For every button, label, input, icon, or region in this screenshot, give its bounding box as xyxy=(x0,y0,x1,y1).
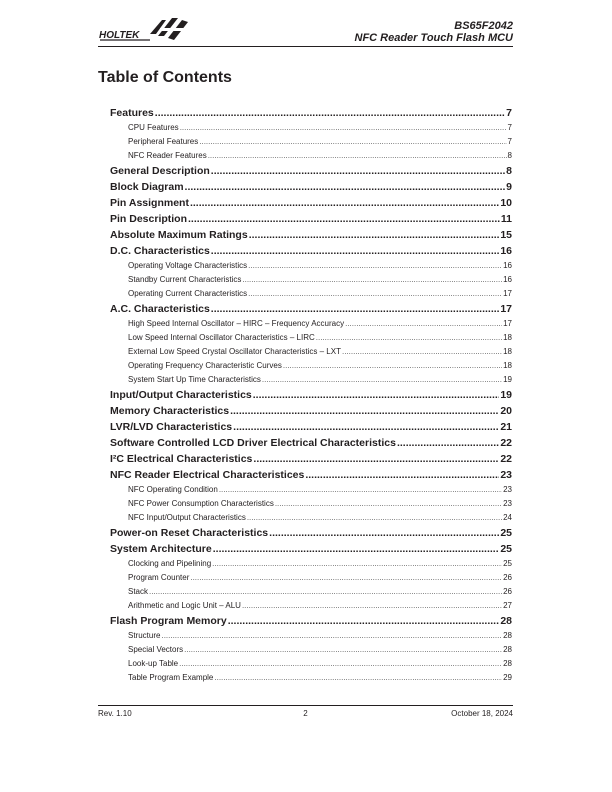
toc-section-entry[interactable] xyxy=(110,435,512,451)
toc-dot-leader xyxy=(155,105,505,121)
toc-entry-page: 22 xyxy=(500,437,512,449)
toc-dot-leader xyxy=(283,359,502,373)
toc-entry-title: Operating Frequency Characteristic Curves xyxy=(128,361,282,370)
toc-entry-title: Absolute Maximum Ratings xyxy=(110,229,248,241)
toc-entry-page: 21 xyxy=(500,421,512,433)
toc-dot-leader xyxy=(184,643,502,657)
toc-entry-page: 28 xyxy=(503,645,512,654)
toc-subsection-entry[interactable] xyxy=(110,483,512,497)
toc-section-entry[interactable] xyxy=(110,179,512,195)
toc-dot-leader xyxy=(249,227,500,243)
toc-section-entry[interactable] xyxy=(110,613,512,629)
toc-entry-title: Pin Assignment xyxy=(110,197,189,209)
toc-section-entry[interactable] xyxy=(110,243,512,259)
toc-dot-leader xyxy=(180,121,507,135)
toc-dot-leader xyxy=(262,373,502,387)
toc-entry-title: A.C. Characteristics xyxy=(110,303,210,315)
table-of-contents xyxy=(110,105,512,685)
toc-entry-title: Program Counter xyxy=(128,573,190,582)
toc-subsection-entry[interactable] xyxy=(110,671,512,685)
toc-entry-page: 28 xyxy=(500,615,512,627)
toc-entry-page: 19 xyxy=(500,389,512,401)
toc-entry-page: 19 xyxy=(503,375,512,384)
toc-entry-page: 28 xyxy=(503,659,512,668)
toc-entry-page: 9 xyxy=(506,181,512,193)
toc-section-entry[interactable] xyxy=(110,541,512,557)
toc-entry-title: Operating Current Characteristics xyxy=(128,289,248,298)
toc-entry-page: 8 xyxy=(506,165,512,177)
toc-dot-leader xyxy=(397,435,499,451)
toc-entry-title: Stack xyxy=(128,587,149,596)
toc-entry-title: LVR/LVD Characteristics xyxy=(110,421,233,433)
toc-entry-page: 25 xyxy=(503,559,512,568)
toc-entry-page: 16 xyxy=(503,275,512,284)
toc-dot-leader xyxy=(161,629,502,643)
toc-dot-leader xyxy=(211,243,500,259)
toc-entry-title: High Speed Internal Oscillator – HIRC – Frequency Accuracy xyxy=(128,319,345,328)
toc-entry-title: NFC Operating Condition xyxy=(128,485,218,494)
toc-entry-title: NFC Reader Features xyxy=(128,151,207,160)
toc-dot-leader xyxy=(247,511,502,525)
toc-section-entry[interactable] xyxy=(110,403,512,419)
toc-section-entry[interactable] xyxy=(110,301,512,317)
toc-dot-leader xyxy=(219,483,502,497)
toc-entry-title: NFC Input/Output Characteristics xyxy=(128,513,246,522)
toc-entry-page: 26 xyxy=(503,573,512,582)
toc-entry-title: Pin Description xyxy=(110,213,188,225)
toc-entry-title: System Architecture xyxy=(110,543,212,555)
page-number: 2 xyxy=(303,709,308,718)
toc-entry-title: Standby Current Characteristics xyxy=(128,275,242,284)
toc-entry-title: Memory Characteristics xyxy=(110,405,230,417)
toc-dot-leader xyxy=(253,387,500,403)
toc-entry-page: 25 xyxy=(500,527,512,539)
revision-label: Rev. 1.10 xyxy=(98,709,132,718)
toc-dot-leader xyxy=(179,657,502,671)
toc-entry-title: NFC Power Consumption Characteristics xyxy=(128,499,274,508)
footer-divider xyxy=(98,705,513,706)
toc-entry-page: 23 xyxy=(500,469,512,481)
toc-entry-title: Table Program Example xyxy=(128,673,214,682)
toc-subsection-entry[interactable] xyxy=(110,331,512,345)
toc-dot-leader xyxy=(230,403,499,419)
toc-subsection-entry[interactable] xyxy=(110,657,512,671)
toc-section-entry[interactable] xyxy=(110,195,512,211)
toc-entry-title: Special Vectors xyxy=(128,645,184,654)
toc-subsection-entry[interactable] xyxy=(110,135,512,149)
toc-dot-leader xyxy=(248,259,502,273)
toc-subsection-entry[interactable] xyxy=(110,511,512,525)
page-header xyxy=(98,14,513,46)
toc-entry-title: Operating Voltage Characteristics xyxy=(128,261,248,270)
toc-subsection-entry[interactable] xyxy=(110,643,512,657)
toc-entry-title: Clocking and Pipelining xyxy=(128,559,212,568)
toc-subsection-entry[interactable] xyxy=(110,629,512,643)
toc-dot-leader xyxy=(242,273,502,287)
toc-dot-leader xyxy=(316,331,502,345)
page-title: Table of Contents xyxy=(98,69,232,86)
toc-entry-title: Look-up Table xyxy=(128,659,179,668)
toc-section-entry[interactable] xyxy=(110,105,512,121)
document-id: BS65F2042 xyxy=(454,20,513,32)
toc-entry-page: 16 xyxy=(503,261,512,270)
toc-entry-page: 18 xyxy=(503,347,512,356)
toc-entry-title: CPU Features xyxy=(128,123,179,132)
toc-section-entry[interactable] xyxy=(110,419,512,435)
toc-section-entry[interactable] xyxy=(110,163,512,179)
toc-entry-page: 27 xyxy=(503,601,512,610)
logo-text: HOLTEK xyxy=(99,30,140,41)
header-divider xyxy=(98,46,513,47)
toc-entry-title: Input/Output Characteristics xyxy=(110,389,252,401)
toc-dot-leader xyxy=(211,301,500,317)
toc-entry-page: 15 xyxy=(500,229,512,241)
toc-dot-leader xyxy=(342,345,502,359)
toc-entry-page: 23 xyxy=(503,485,512,494)
toc-entry-page: 29 xyxy=(503,673,512,682)
toc-dot-leader xyxy=(190,195,499,211)
toc-entry-page: 23 xyxy=(503,499,512,508)
toc-section-entry[interactable] xyxy=(110,211,512,227)
toc-entry-title: External Low Speed Crystal Oscillator Characteristics – LXT xyxy=(128,347,341,356)
toc-section-entry[interactable] xyxy=(110,387,512,403)
toc-entry-page: 7 xyxy=(506,107,512,119)
toc-entry-page: 17 xyxy=(503,319,512,328)
toc-subsection-entry[interactable] xyxy=(110,599,512,613)
toc-entry-page: 7 xyxy=(507,123,512,132)
toc-subsection-entry[interactable] xyxy=(110,149,512,163)
toc-entry-page: 25 xyxy=(500,543,512,555)
toc-subsection-entry[interactable] xyxy=(110,557,512,571)
toc-entry-page: 20 xyxy=(500,405,512,417)
toc-entry-page: 28 xyxy=(503,631,512,640)
toc-entry-title: D.C. Characteristics xyxy=(110,245,210,257)
toc-entry-page: 16 xyxy=(500,245,512,257)
toc-dot-leader xyxy=(208,149,507,163)
toc-dot-leader xyxy=(269,525,499,541)
toc-entry-title: Structure xyxy=(128,631,161,640)
toc-subsection-entry[interactable] xyxy=(110,273,512,287)
toc-section-entry[interactable] xyxy=(110,227,512,243)
toc-entry-title: General Description xyxy=(110,165,210,177)
toc-entry-page: 7 xyxy=(507,137,512,146)
toc-dot-leader xyxy=(185,179,506,195)
toc-entry-page: 26 xyxy=(503,587,512,596)
toc-entry-title: Arithmetic and Logic Unit – ALU xyxy=(128,601,241,610)
publish-date: October 18, 2024 xyxy=(451,709,513,718)
toc-dot-leader xyxy=(242,599,502,613)
toc-dot-leader xyxy=(190,571,502,585)
toc-dot-leader xyxy=(228,613,500,629)
toc-entry-page: 18 xyxy=(503,333,512,342)
toc-dot-leader xyxy=(214,671,502,685)
toc-entry-page: 11 xyxy=(500,213,512,225)
toc-entry-page: 18 xyxy=(503,361,512,370)
toc-entry-page: 24 xyxy=(503,513,512,522)
toc-entry-title: System Start Up Time Characteristics xyxy=(128,375,261,384)
toc-subsection-entry[interactable] xyxy=(110,317,512,331)
toc-entry-title: I²C Electrical Characteristics xyxy=(110,453,253,465)
toc-subsection-entry[interactable] xyxy=(110,373,512,387)
toc-dot-leader xyxy=(199,135,506,149)
toc-dot-leader xyxy=(211,163,505,179)
toc-section-entry[interactable] xyxy=(110,525,512,541)
toc-subsection-entry[interactable] xyxy=(110,585,512,599)
page-footer xyxy=(98,709,513,721)
toc-dot-leader xyxy=(213,541,500,557)
holtek-logo xyxy=(98,14,190,44)
toc-entry-title: Flash Program Memory xyxy=(110,615,227,627)
document-title: NFC Reader Touch Flash MCU xyxy=(354,32,513,44)
toc-dot-leader xyxy=(212,557,502,571)
toc-dot-leader xyxy=(275,497,502,511)
toc-subsection-entry[interactable] xyxy=(110,287,512,301)
toc-dot-leader xyxy=(233,419,499,435)
toc-dot-leader xyxy=(305,467,499,483)
toc-entry-page: 10 xyxy=(500,197,512,209)
toc-entry-title: NFC Reader Electrical Characteristices xyxy=(110,469,305,481)
toc-entry-title: Low Speed Internal Oscillator Characteristics – LIRC xyxy=(128,333,315,342)
toc-dot-leader xyxy=(253,451,499,467)
toc-entry-title: Features xyxy=(110,107,154,119)
toc-subsection-entry[interactable] xyxy=(110,571,512,585)
toc-entry-title: Software Controlled LCD Driver Electrical Characteristics xyxy=(110,437,396,449)
toc-dot-leader xyxy=(345,317,502,331)
toc-dot-leader xyxy=(188,211,500,227)
toc-section-entry[interactable] xyxy=(110,451,512,467)
toc-entry-page: 17 xyxy=(503,289,512,298)
toc-entry-title: Block Diagram xyxy=(110,181,184,193)
toc-entry-title: Peripheral Features xyxy=(128,137,199,146)
toc-entry-page: 22 xyxy=(500,453,512,465)
toc-subsection-entry[interactable] xyxy=(110,121,512,135)
toc-subsection-entry[interactable] xyxy=(110,359,512,373)
toc-dot-leader xyxy=(248,287,502,301)
toc-entry-page: 17 xyxy=(500,303,512,315)
toc-entry-page: 8 xyxy=(507,151,512,160)
toc-subsection-entry[interactable] xyxy=(110,345,512,359)
toc-entry-title: Power-on Reset Characteristics xyxy=(110,527,269,539)
toc-section-entry[interactable] xyxy=(110,467,512,483)
toc-subsection-entry[interactable] xyxy=(110,497,512,511)
toc-subsection-entry[interactable] xyxy=(110,259,512,273)
toc-dot-leader xyxy=(149,585,502,599)
